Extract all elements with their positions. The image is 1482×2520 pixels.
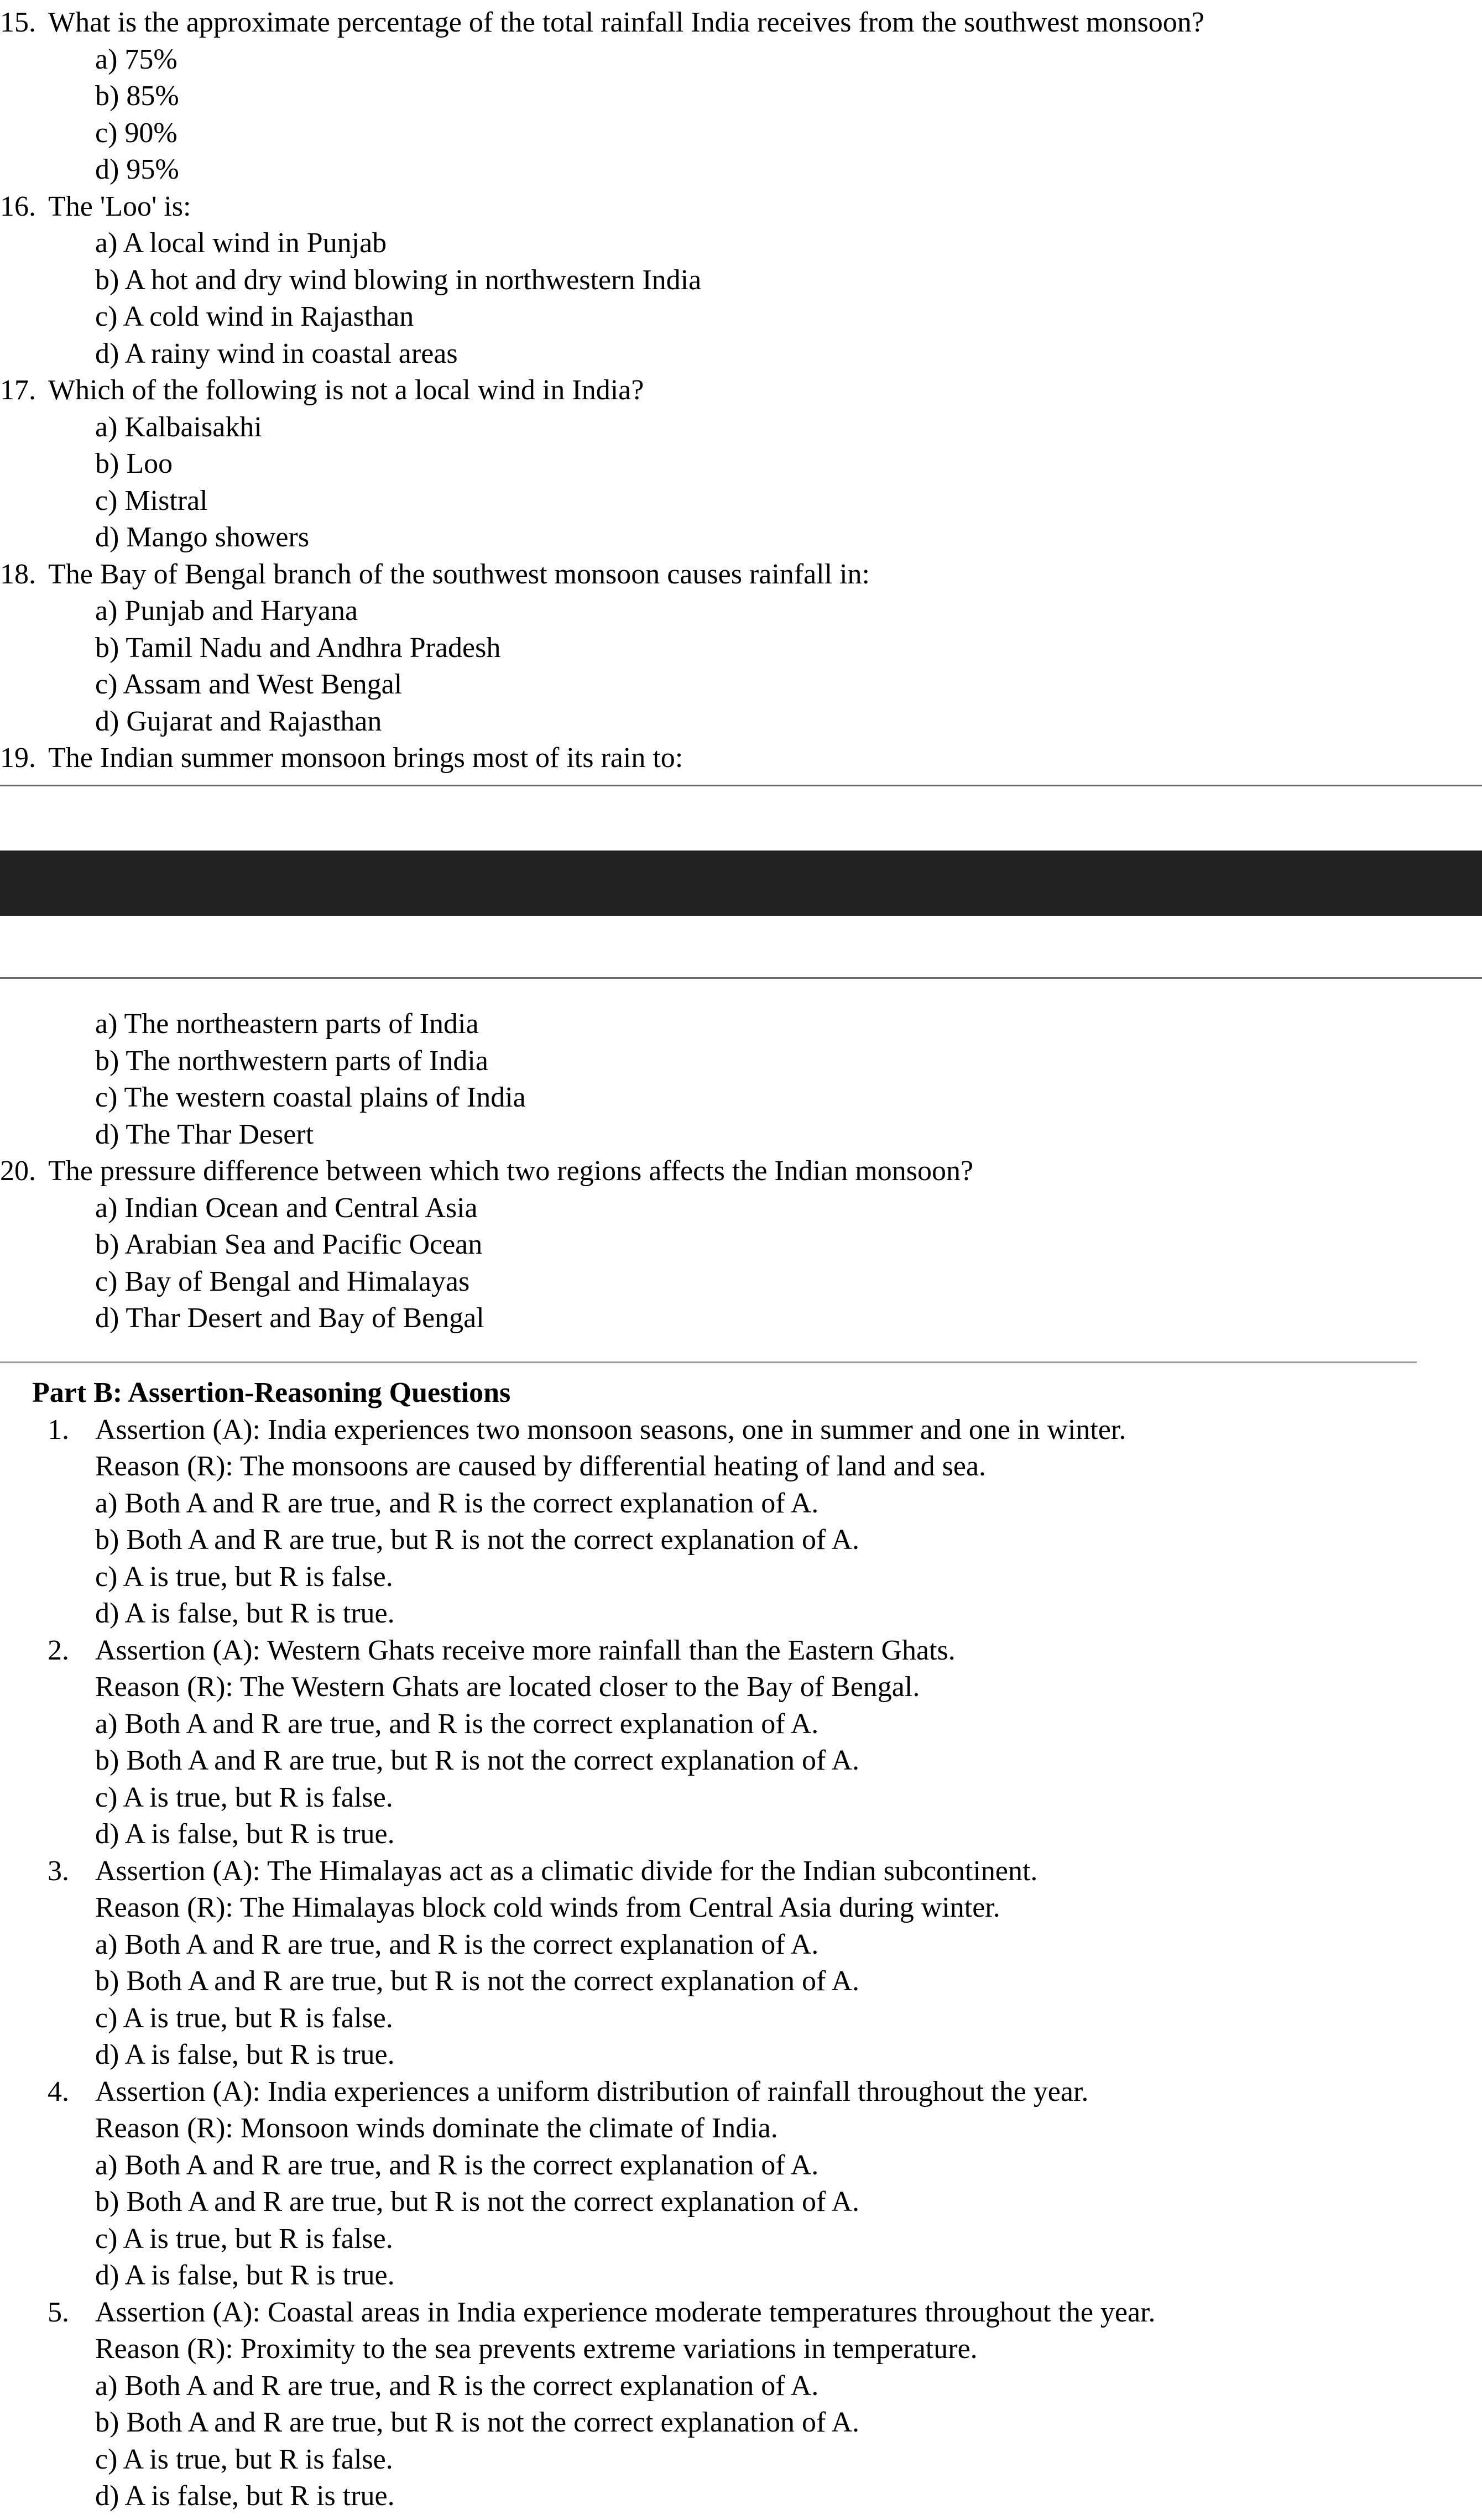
page-divider — [0, 785, 1482, 786]
option: c) Assam and West Bengal — [95, 669, 403, 700]
option: a) Both A and R are true, and R is the correct explanation of A. — [95, 2149, 819, 2181]
question-15 — [0, 4, 1482, 189]
assertion-text: 5. Assertion (A): Coastal areas in India experience moderate temperatures throughout the year. — [0, 2294, 1482, 2331]
option: c) 90% — [95, 117, 178, 149]
option: d) A is false, but R is true. — [95, 1818, 395, 1850]
question-19 — [0, 740, 1482, 777]
option: d) A is false, but R is true. — [95, 2260, 395, 2291]
option: a) Both A and R are true, and R is the correct explanation of A. — [95, 1708, 819, 1740]
option: a) Kalbaisakhi — [95, 411, 262, 443]
option: d) A is false, but R is true. — [95, 1598, 395, 1629]
question-text: 15. What is the approximate percentage of the total rainfall India receives from the southwest monsoon? — [0, 4, 1482, 41]
option: c) Mistral — [95, 484, 208, 516]
option: b) Both A and R are true, but R is not the correct explanation of A. — [95, 1745, 860, 1776]
reason-text: Reason (R): The monsoons are caused by differential heating of land and sea. — [95, 1451, 987, 1482]
option: b) Both A and R are true, but R is not the correct explanation of A. — [95, 2186, 860, 2218]
part-a-top — [0, 4, 1482, 777]
option: d) Thar Desert and Bay of Bengal — [95, 1302, 484, 1334]
option: b) The northwestern parts of India — [95, 1045, 488, 1077]
section-heading: Part B: Assertion-Reasoning Questions — [32, 1377, 511, 1408]
question-text: 19. The Indian summer monsoon brings most of its rain to: — [0, 740, 1482, 777]
reason-text: Reason (R): Monsoon winds dominate the climate of India. — [95, 2112, 778, 2144]
option: b) Loo — [95, 448, 173, 479]
reason-text: Reason (R): The Himalayas block cold winds from Central Asia during winter. — [95, 1892, 1000, 1923]
option: c) A is true, but R is false. — [95, 2443, 393, 2475]
question-number: 19. — [0, 742, 36, 774]
assertion-text: 1. Assertion (A): India experiences two monsoon seasons, one in summer and one in winter. — [0, 1412, 1482, 1449]
option: b) Both A and R are true, but R is not the correct explanation of A. — [95, 1524, 860, 1556]
option: c) A is true, but R is false. — [95, 2002, 393, 2034]
option: a) Indian Ocean and Central Asia — [95, 1192, 478, 1224]
option: a) The northeastern parts of India — [95, 1008, 479, 1040]
question-number: 20. — [0, 1155, 36, 1187]
question-18 — [0, 556, 1482, 740]
option: b) Tamil Nadu and Andhra Pradesh — [95, 632, 501, 664]
page-divider — [0, 977, 1482, 979]
option: d) Mango showers — [95, 521, 310, 553]
question-text: 18. The Bay of Bengal branch of the southwest monsoon causes rainfall in: — [0, 556, 1482, 593]
option: a) 75% — [95, 43, 178, 75]
question-number: 5. — [48, 2296, 69, 2328]
question-number: 18. — [0, 558, 36, 590]
question-number: 16. — [0, 190, 36, 222]
assertion-text: 3. Assertion (A): The Himalayas act as a climatic divide for the Indian subcontinent. — [0, 1853, 1482, 1890]
option: a) Both A and R are true, and R is the correct explanation of A. — [95, 1928, 819, 1960]
option: c) The western coastal plains of India — [95, 1082, 526, 1113]
option: b) Arabian Sea and Pacific Ocean — [95, 1229, 483, 1260]
option: a) Punjab and Haryana — [95, 595, 358, 627]
option: b) 85% — [95, 80, 179, 112]
part-b — [0, 1375, 1482, 2515]
option: d) 95% — [95, 154, 179, 185]
assertion-text: 4. Assertion (A): India experiences a uniform distribution of rainfall throughout the year. — [0, 2074, 1482, 2111]
reason-text: Reason (R): Proximity to the sea prevents extreme variations in temperature. — [95, 2333, 978, 2365]
option: d) Gujarat and Rajasthan — [95, 705, 382, 737]
assertion-question-2 — [0, 1632, 1482, 1853]
assertion-question-1 — [0, 1412, 1482, 1632]
option: b) A hot and dry wind blowing in northwestern India — [95, 264, 702, 296]
part-a-bottom — [0, 1006, 1482, 1337]
assertion-question-3 — [0, 1853, 1482, 2074]
section-divider — [0, 1361, 1417, 1363]
option: d) A is false, but R is true. — [95, 2039, 395, 2070]
question-text: 20. The pressure difference between which two regions affects the Indian monsoon? — [0, 1153, 1482, 1190]
question-17 — [0, 372, 1482, 556]
question-number: 15. — [0, 7, 36, 38]
assertion-question-4 — [0, 2074, 1482, 2294]
option: d) A is false, but R is true. — [95, 2480, 395, 2512]
question-number: 17. — [0, 374, 36, 406]
option: d) The Thar Desert — [95, 1118, 314, 1150]
assertion-text: 2. Assertion (A): Western Ghats receive more rainfall than the Eastern Ghats. — [0, 1632, 1482, 1669]
option: c) A is true, but R is false. — [95, 2222, 393, 2255]
option: a) Both A and R are true, and R is the correct explanation of A. — [95, 2370, 819, 2402]
option: a) A local wind in Punjab — [95, 227, 387, 259]
option: c) A cold wind in Rajasthan — [95, 301, 414, 332]
question-number: 2. — [48, 1634, 69, 1666]
question-16 — [0, 189, 1482, 373]
question-20 — [0, 1153, 1482, 1337]
assertion-question-5 — [0, 2294, 1482, 2515]
option: c) Bay of Bengal and Himalayas — [95, 1265, 470, 1297]
question-text: 17. Which of the following is not a local wind in India? — [0, 372, 1482, 409]
option: d) A rainy wind in coastal areas — [95, 337, 458, 369]
page-break-band — [0, 851, 1482, 916]
question-text: 16. The 'Loo' is: — [0, 189, 1482, 226]
option: b) Both A and R are true, but R is not the correct explanation of A. — [95, 1965, 860, 1997]
question-number: 4. — [48, 2075, 69, 2107]
question-number: 1. — [48, 1413, 69, 1446]
option: c) A is true, but R is false. — [95, 1781, 393, 1813]
question-number: 3. — [48, 1855, 69, 1887]
option: a) Both A and R are true, and R is the correct explanation of A. — [95, 1487, 819, 1519]
option: b) Both A and R are true, but R is not the correct explanation of A. — [95, 2407, 860, 2438]
reason-text: Reason (R): The Western Ghats are located closer to the Bay of Bengal. — [95, 1671, 920, 1703]
option: c) A is true, but R is false. — [95, 1561, 393, 1593]
